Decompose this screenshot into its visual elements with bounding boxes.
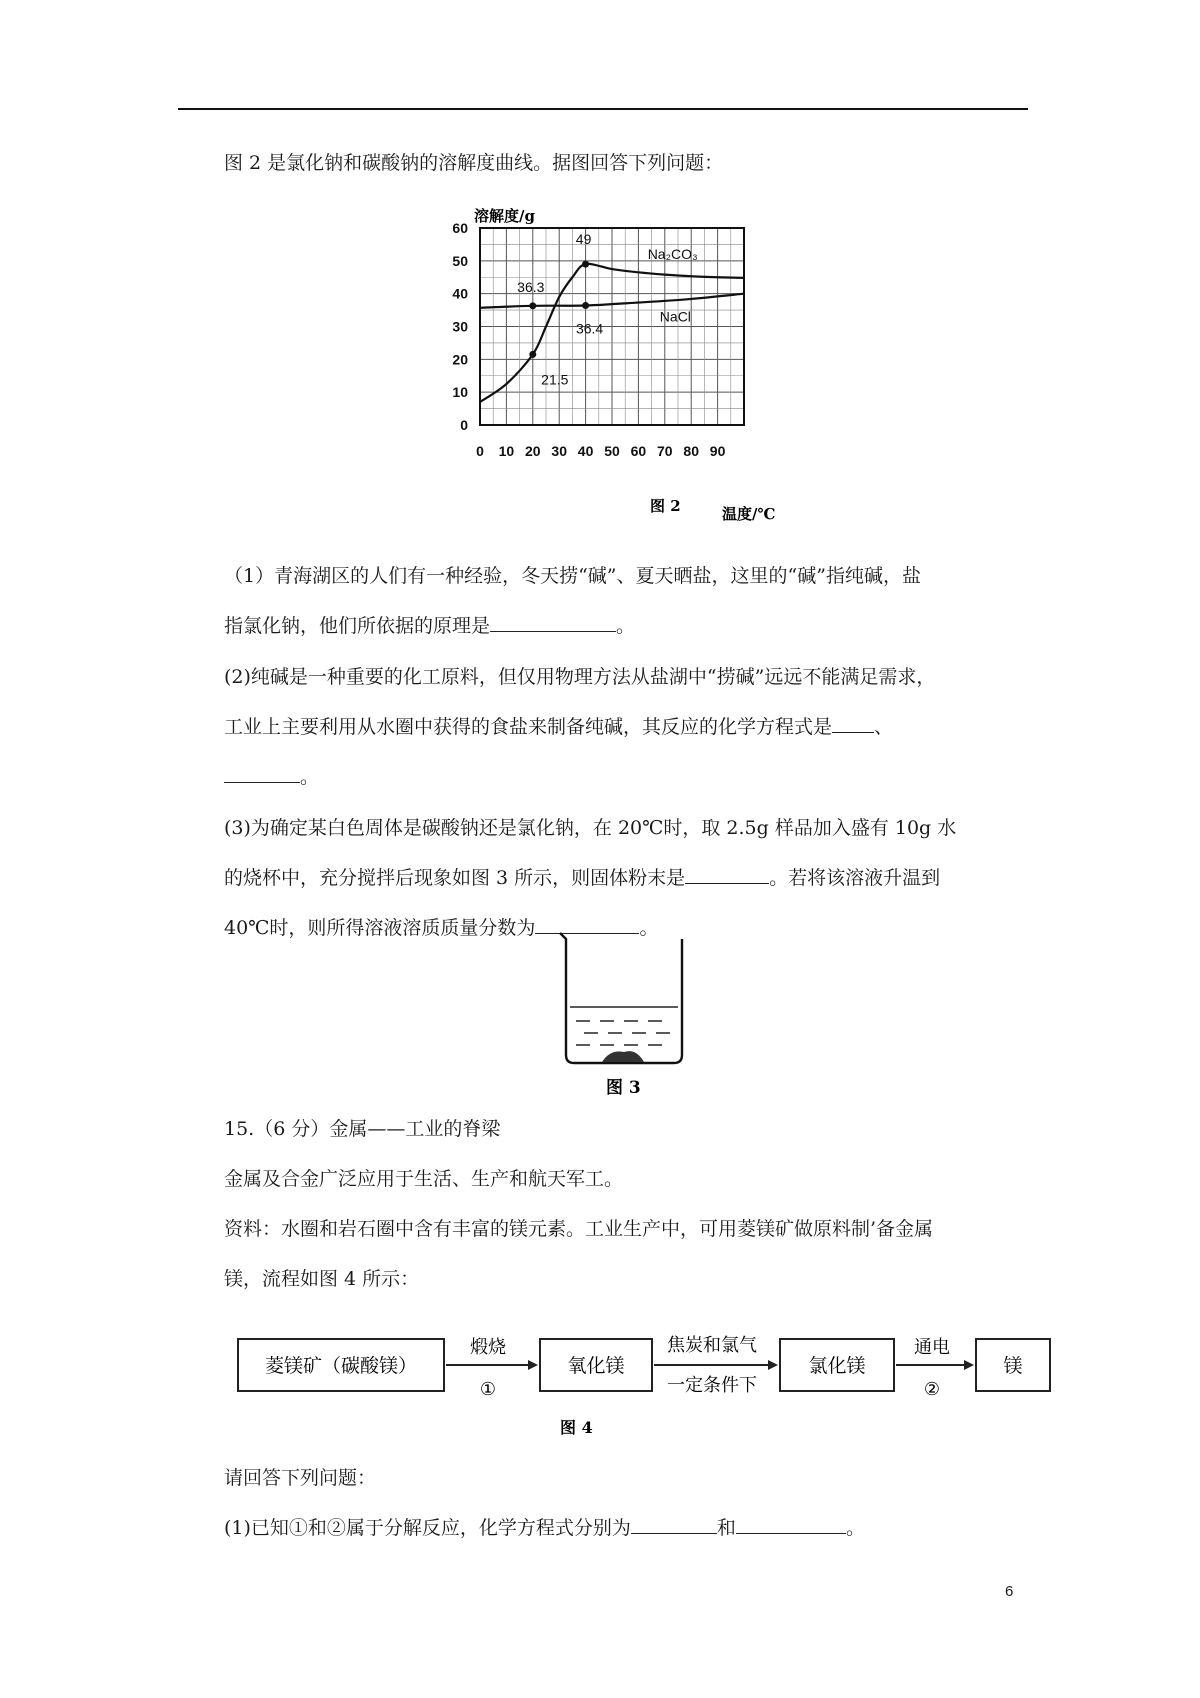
x-tick-label: 90 [709,443,726,459]
x-tick-label: 20 [525,443,541,459]
x-tick-label: 30 [551,443,567,459]
figure-caption: 图 3 [606,1078,641,1098]
data-label: 49 [575,231,592,248]
data-label: 21.5 [541,371,569,388]
answer-blank[interactable] [224,764,300,783]
question-3-line-1: (3)为确定某白色周体是碳酸钠还是氯化钠，在 20℃时，取 2.5g 样品加入盛有 10g 水 [224,817,957,839]
question-3-line-2: 的烧杯中，充分搅拌后现象如图 3 所示，则固体粉末是 。若将该溶液升温到 [224,867,941,889]
y-tick-label: 30 [452,318,468,335]
x-axis-label: 温度/℃ [722,505,776,523]
figure-caption: 图 2 [650,497,681,515]
answer-blank[interactable] [631,1515,717,1534]
solubility-chart [440,205,800,525]
x-tick-label: 40 [577,443,594,459]
intro-text: 图 2 是氯化钠和碳酸钠的溶解度曲线。据图回答下列问题： [224,152,724,174]
y-tick-label: 10 [452,384,468,401]
svg-text:一定条件下: 一定条件下 [667,1375,757,1396]
y-tick-label: 20 [452,351,468,368]
data-point [529,351,536,358]
question-1-line-2: 指氯化钠，他们所依据的原理是 。 [224,615,636,637]
data-point [582,261,589,268]
svg-text:氧化镁: 氧化镁 [567,1355,625,1377]
question-1-line-1: （1）青海湖区的人们有一种经验，冬天捞“碱”、夏天晒盐，这里的“碱”指纯碱，盐 [224,565,921,587]
x-tick-label: 10 [498,443,515,459]
data-point [582,302,589,309]
svg-text:菱镁矿（碳酸镁）: 菱镁矿（碳酸镁） [264,1355,418,1377]
x-tick-label: 70 [657,443,673,459]
answer-blank[interactable] [685,865,769,884]
question-15-line-2: 资料：水圈和岩石圈中含有丰富的镁元素。工业生产中，可用菱镁矿做原料制’备金属 [224,1218,934,1240]
question-15-line-1: 金属及合金广泛应用于生活、生产和航天军工。 [224,1168,624,1190]
svg-text:镁: 镁 [1003,1355,1023,1377]
question-2-line-1: (2)纯碱是一种重要的化工原料，但仅用物理方法从盐湖中“捞碱”远远不能满足需求， [224,666,936,688]
question-2-line-2: 工业上主要利用从水圈中获得的食盐来制备纯碱，其反应的化学方程式是 、 [224,716,894,738]
sub-question-1: (1)已知①和②属于分解反应，化学方程式分别为 和 。 [224,1517,865,1539]
svg-text:②: ② [923,1379,941,1400]
question-3-line-3: 40℃时，则所得溶液溶质质量分数为 。 [224,917,659,939]
svg-text:氯化镁: 氯化镁 [808,1355,866,1377]
x-tick-label: 0 [476,443,484,459]
data-point [529,302,536,309]
y-tick-label: 0 [460,417,468,433]
svg-text:煅烧: 煅烧 [470,1337,506,1358]
question-15-title: 15.（6 分）金属——工业的脊梁 [224,1118,501,1140]
answer-blank[interactable] [832,714,874,733]
y-tick-label: 50 [452,252,468,269]
figure-caption: 图 4 [560,1418,593,1437]
data-label: 36.3 [517,278,545,295]
page-number: 6 [1005,1583,1014,1600]
answer-blank[interactable] [490,613,616,632]
answer-blank[interactable] [736,1515,846,1534]
question-2-line-3: 。 [224,764,319,790]
data-label: 36.4 [575,320,604,337]
y-axis-label: 溶解度/g [474,207,535,225]
x-tick-label: 80 [683,443,699,459]
x-tick-label: 60 [630,443,647,459]
svg-text:①: ① [479,1379,497,1400]
y-tick-label: 40 [452,285,468,302]
question-15-line-3: 镁，流程如图 4 所示： [224,1268,420,1290]
process-flow-diagram [230,1305,1060,1445]
series-label-0: Na₂CO₃ [647,246,698,263]
series-label-1: NaCl [659,308,691,325]
svg-text:焦炭和氯气: 焦炭和氯气 [667,1335,757,1356]
ask-text: 请回答下列问题： [224,1467,377,1489]
y-tick-label: 60 [452,220,468,236]
header-rule [178,108,1028,110]
svg-text:通电: 通电 [914,1337,950,1358]
beaker-figure [550,925,700,1100]
x-tick-label: 50 [604,443,620,459]
